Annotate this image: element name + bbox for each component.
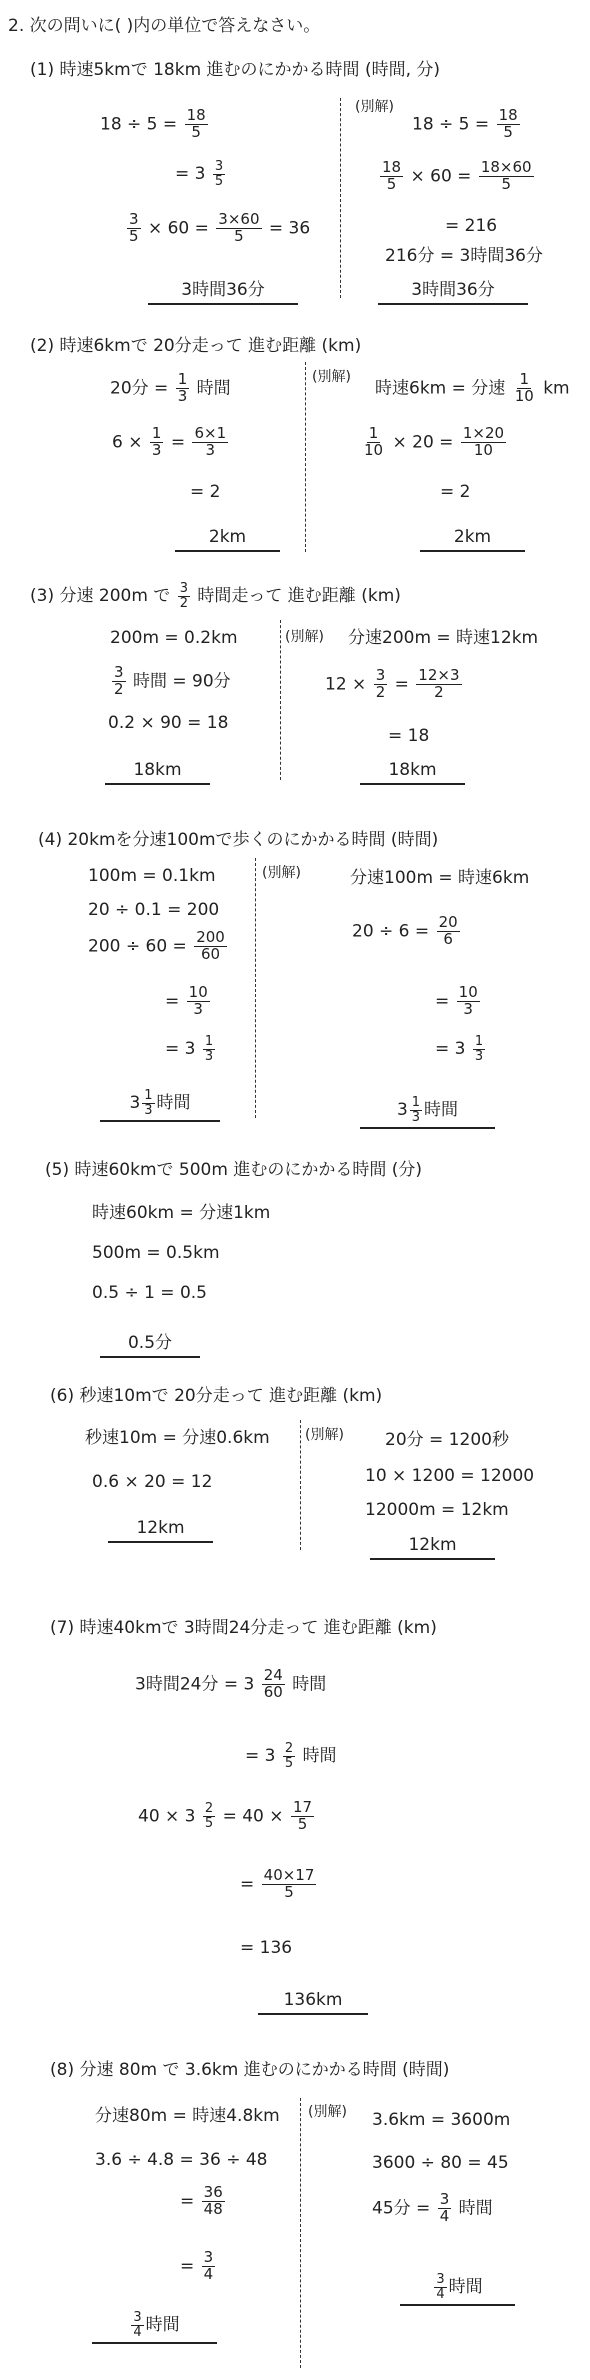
p2-divider — [305, 362, 306, 552]
p3-right-line-2: 12 × $\frac{3}{2}$ = $\frac{12\times 3}{2}$ — [325, 666, 460, 701]
problem-6-header: (6) 秒速10mで 20分走って 進む距離 (km) — [50, 1386, 383, 1406]
problem-3-header: (3) 分速 200m で $\frac{3}{2}$ 時間走って 進む距離 (km) — [30, 581, 401, 611]
p7-line-3: 40 × 3 $\frac{2}{5}$ = 40 × $\frac{17}{5}$ — [138, 1798, 313, 1833]
p8-alt-label: (別解) — [308, 2104, 347, 2120]
p6-right-line-1: 20分 = 1200秒 — [385, 1430, 509, 1450]
problem-4-header: (4) 20kmを分速100mで歩くのにかかる時間 (時間) — [38, 830, 439, 850]
p8-answer-right: $\frac{3}{4}$ 時間 — [400, 2272, 515, 2306]
p3-answer-right: 18km — [360, 760, 465, 785]
p1-right-line-1: 18 ÷ 5 = $\frac{18}{5}$ — [412, 106, 518, 141]
problem-1-header: (1) 時速5kmで 18km 進むのにかかる時間 (時間, 分) — [30, 60, 441, 80]
p3-right-line-3: = 18 — [388, 726, 430, 746]
p8-left-line-3: = $\frac{36}{48}$ — [180, 2183, 223, 2218]
p8-right-line-1: 3.6km = 3600m — [372, 2110, 511, 2130]
p8-left-line-1: 分速80m = 時速4.8km — [95, 2106, 280, 2126]
p1-left-line-2: = 3 $\frac{3}{5}$ — [175, 159, 224, 189]
p1-left-line-3: $\frac{3}{5}$ × 60 = $\frac{3\times 60}{5}$ = 36 — [129, 210, 311, 245]
p3-alt-label: (別解) — [285, 629, 324, 645]
p2-left-line-3: = 2 — [190, 482, 221, 502]
p6-answer-right: 12km — [370, 1535, 495, 1560]
p5-answer: 0.5分 — [100, 1328, 200, 1358]
p4-right-line-2: 20 ÷ 6 = $\frac{20}{6}$ — [352, 913, 458, 948]
p4-answer-left: 3 $\frac{1}{3}$ 時間 — [100, 1088, 220, 1122]
p8-left-line-2: 3.6 ÷ 4.8 = 36 ÷ 48 — [95, 2150, 268, 2170]
p6-left-line-2: 0.6 × 20 = 12 — [92, 1472, 213, 1492]
p4-right-line-4: = 3 $\frac{1}{3}$ — [435, 1034, 484, 1064]
p2-left-line-2: 6 × $\frac{1}{3}$ = $\frac{6\times 1}{3}$ — [112, 424, 227, 459]
p7-line-2: = 3 $\frac{2}{5}$ 時間 — [245, 1741, 337, 1771]
p2-answer-left: 2km — [175, 527, 280, 552]
p2-answer-right: 2km — [420, 527, 525, 552]
p3-answer-left: 18km — [105, 760, 210, 785]
p1-alt-label: (別解) — [355, 99, 394, 115]
p8-right-line-3: 45分 = $\frac{3}{4}$ 時間 — [372, 2190, 493, 2225]
p2-left-line-1: 20分 = $\frac{1}{3}$ 時間 — [110, 370, 231, 405]
p6-alt-label: (別解) — [305, 1427, 344, 1443]
p4-right-line-3: = $\frac{10}{3}$ — [435, 983, 478, 1018]
p8-answer-left: $\frac{3}{4}$ 時間 — [92, 2310, 217, 2344]
p6-right-line-3: 12000m = 12km — [365, 1500, 509, 1520]
p4-left-line-4: = $\frac{10}{3}$ — [165, 983, 208, 1018]
p8-divider — [300, 2098, 301, 2368]
p3-divider — [280, 620, 281, 780]
p2-right-line-2: $\frac{1}{10}$ × 20 = $\frac{1\times 20}{10}$ — [364, 424, 505, 459]
p1-answer-right: 3時間36分 — [378, 275, 528, 305]
p4-left-line-2: 20 ÷ 0.1 = 200 — [88, 900, 220, 920]
p2-right-line-3: = 2 — [440, 482, 471, 502]
p8-left-line-4: = $\frac{3}{4}$ — [180, 2248, 214, 2283]
p4-left-line-5: = 3 $\frac{1}{3}$ — [165, 1034, 214, 1064]
p7-line-4: = $\frac{40\times 17}{5}$ — [240, 1866, 315, 1901]
problem-2-header: (2) 時速6kmで 20分走って 進む距離 (km) — [30, 336, 362, 356]
p1-left-line-1: 18 ÷ 5 = $\frac{18}{5}$ — [100, 106, 206, 141]
p5-line-3: 0.5 ÷ 1 = 0.5 — [92, 1283, 207, 1303]
p1-divider — [340, 98, 341, 298]
p4-left-line-1: 100m = 0.1km — [88, 866, 216, 886]
problem-8-header: (8) 分速 80m で 3.6km 進むのにかかる時間 (時間) — [50, 2060, 450, 2080]
p7-line-5: = 136 — [240, 1938, 293, 1958]
p8-right-line-2: 3600 ÷ 80 = 45 — [372, 2153, 509, 2173]
problem-7-header: (7) 時速40kmで 3時間24分走って 進む距離 (km) — [50, 1618, 437, 1638]
p4-left-line-3: 200 ÷ 60 = $\frac{200}{60}$ — [88, 928, 225, 963]
p4-alt-label: (別解) — [262, 865, 301, 881]
p1-right-line-3: = 216 — [445, 216, 498, 236]
p3-left-line-2: $\frac{3}{2}$ 時間 = 90分 — [114, 663, 231, 698]
p4-right-line-1: 分速100m = 時速6km — [350, 868, 530, 888]
p1-right-line-2: $\frac{18}{5}$ × 60 = $\frac{18\times 60}{5}$ — [382, 158, 532, 193]
p5-line-2: 500m = 0.5km — [92, 1243, 220, 1263]
p6-answer-left: 12km — [108, 1518, 213, 1543]
problem-5-header: (5) 時速60kmで 500m 進むのにかかる時間 (分) — [45, 1160, 423, 1180]
p6-left-line-1: 秒速10m = 分速0.6km — [85, 1428, 270, 1448]
p4-divider — [255, 858, 256, 1118]
p5-line-1: 時速60km = 分速1km — [92, 1203, 271, 1223]
p3-left-line-3: 0.2 × 90 = 18 — [108, 713, 229, 733]
p2-alt-label: (別解) — [312, 369, 351, 385]
p2-right-line-1: 時速6km = 分速 $\frac{1}{10}$ km — [375, 370, 570, 405]
p1-answer-left: 3時間36分 — [148, 275, 298, 305]
p7-line-1: 3時間24分 = 3 $\frac{24}{60}$ 時間 — [135, 1666, 327, 1701]
p7-answer: 136km — [258, 1990, 368, 2015]
worksheet-title: 2. 次の問いに( )内の単位で答えなさい。 — [8, 16, 321, 36]
p6-divider — [300, 1420, 301, 1550]
p4-answer-right: 3 $\frac{1}{3}$ 時間 — [360, 1095, 495, 1129]
p1-right-line-4: 216分 = 3時間36分 — [385, 246, 543, 266]
p6-right-line-2: 10 × 1200 = 12000 — [365, 1466, 535, 1486]
p3-left-line-1: 200m = 0.2km — [110, 628, 238, 648]
p3-right-line-1: 分速200m = 時速12km — [348, 628, 539, 648]
